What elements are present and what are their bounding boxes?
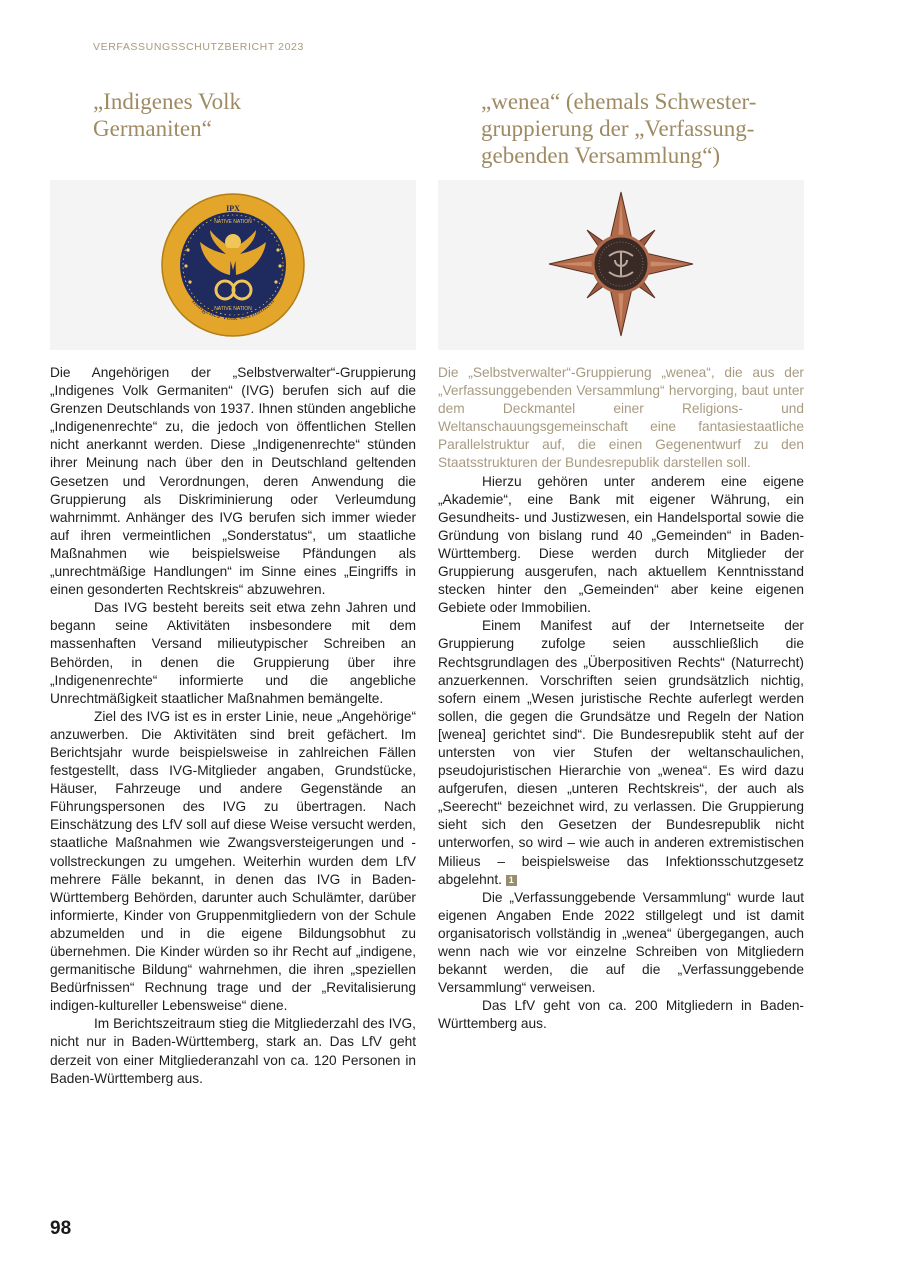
paragraph-text: Einem Manifest auf der Internetseite der Gruppierung zufolge seien ausschließlich die Rechtsgrundlagen des „Überpositiven Rechts“ (Naturrecht) anzuerkennen. Vorschriften seien grundsätzlich nichtig, sofern einem „Wesen juristische Rechte auferlegt werden sollen, die gegen die Grundsätze und Regeln der Nation [wenea] gerichtet sind“. Die Bundesrepublik steht auf der untersten von vier Stufen der weltanschaulichen, pseudojuristischen Hierarchie von „wenea“. Es wird dazu aufgerufen, diesen „unteren Rechtskreis“, der auch als „Seerecht“ bezeichnet wird, zu verlassen. Die Gruppierung sieht sich den Gesetzen der Bundesrepublik nicht unterworfen, so wird – wie auch in anderen extremistischen Milieus – beispielsweise das Infektionsschutzgesetz abgelehnt.	[438, 618, 804, 887]
running-header: VERFASSUNGSSCHUTZBERICHT 2023	[93, 41, 304, 53]
body-paragraph: Das LfV geht von ca. 200 Mitgliedern in Baden-Württemberg aus.	[438, 998, 804, 1032]
body-paragraph: Ziel des IVG ist es in erster Linie, neue „Angehörige“ anzuwerben. Die Aktivitäten sind breit gefächert. Im Berichtsjahr wurde beispielsweise in zahlreichen Fällen festgestellt, dass IVG-Mitglieder angaben, Grundstücke, Häuser, Fahrzeuge und andere Gegenstände an Führungspersonen des IVG zu übertragen. Nach Einschätzung des LfV soll auf diese Weise versucht werden, staatliche Maßnahmen wie Zwangsversteigerungen und -vollstreckungen zu umgehen. Weiterhin wurden dem LfV mehrere Fälle bekannt, in denen das IVG in Baden-Württemberg Behörden, darunter auch Schulämter, darüber informierte, Kinder von Gruppenmitgliedern von der Schule abzumelden und in die eigene Bildungsobhut zu übernehmen. Die Kinder würden so ihr Recht auf „indigene, germanitische Bildung“ wahrnehmen, die ihren „speziellen Bedürfnissen“ Rechnung trage und der „Revitalisierung indigen-kultureller Lebensweise“ diene.	[50, 708, 416, 1014]
heading-line: „Indigenes Volk	[93, 89, 241, 114]
emblem-text-top: IPX	[226, 204, 240, 213]
heading-line: gebenden Versammlung“)	[481, 143, 721, 168]
ivg-emblem-icon	[50, 180, 416, 350]
wenea-text-column	[438, 364, 804, 1033]
heading-line: gruppierung der „Verfassung-	[481, 116, 755, 141]
ivg-text-column	[50, 364, 416, 1088]
reference-marker[interactable]: 1	[506, 875, 517, 886]
body-paragraph: Das IVG besteht bereits seit etwa zehn Jahren und begann seine Aktivitäten insbesondere mit dem massenhaften Versand milieutypischer Schreiben an Behörden, in denen die Gruppierung über ihre „Indigenenrechte“ informierte und die angebliche Unrechtmäßigkeit staatlicher Maßnahmen bemängelte.	[50, 600, 416, 706]
body-paragraph: Die Angehörigen der „Selbstverwalter“-Gruppierung „Indigenes Volk Germaniten“ (IVG) berufen sich auf die Grenzen Deutschlands von 1937. Ihnen stünden angebliche „Indigenenrechte“ zu, die jedoch von öffentlichen Stellen nicht anerkannt werden. Diese „Indigenenrechte“ stünden ihrer Meinung nach über den in Deutschland geltenden Gesetzen und Verordnungen, deren Anwendung die Gruppierung als Diskriminierung oder Verleumdung wahrnimmt. Anhänger des IVG berufen sich immer wieder auf ihren vermeintlichen „Sonderstatus“, um staatliche Maßnahmen wie beispielsweise Pfändungen als „unrechtmäßige Handlungen“ im Sinne eines „Eingriffs in einen gesonderten Rechtskreis“ abzuwehren.	[50, 365, 416, 598]
heading-line: Germaniten“	[93, 116, 212, 141]
intro-paragraph: Die „Selbstverwalter“-Gruppierung „wenea“, die aus der „Verfassunggebenden Versammlung“ hervorging, baut unter dem Deckmantel einer Religions- und Weltanschauungsgemeinschaft eine fantasiestaatliche Parallelstruktur auf, die einen Gegenentwurf zu den Staatsstrukturen der Bundesrepublik darstellen soll.	[438, 365, 804, 471]
body-paragraph	[438, 617, 804, 888]
heading-line: „wenea“ (ehemals Schwester-	[481, 89, 757, 114]
emblem-text-native: NATIVE NATION	[214, 219, 252, 225]
body-paragraph: Die „Verfassunggebende Versammlung“ wurde laut eigenen Angaben Ende 2022 stillgelegt und ist damit organisatorisch vollständig in „wenea“ übergegangen, auch wenn nach wie vor einzelne Schreiben von Mitgliedern bekannt werden, die auf die „Verfassunggebende Versammlung“ verweisen.	[438, 889, 804, 996]
body-paragraph: Hierzu gehören unter anderem eine eigene „Akademie“, eine Bank mit eigener Währung, ein Gesundheits- und Justizwesen, ein Handelsportal sowie die Gründung von bislang rund 40 „Gemeinden“ in Baden-Württemberg. Diese werden durch Mitglieder der Gruppierung ausgerufen, nach aktuellem Kenntnisstand stecken hinter den „Gemeinden“ aber keine eigenen Gebiete oder Immobilien.	[438, 473, 804, 616]
body-paragraph: Im Berichtszeitraum stieg die Mitgliederzahl des IVG, nicht nur in Baden-Württemberg, stark an. Das LfV geht derzeit von einer Mitgliederanzahl von ca. 120 Personen in Baden-Württemberg aus.	[50, 1016, 416, 1086]
wenea-emblem-figure	[438, 180, 804, 350]
section-heading-ivg	[93, 88, 423, 142]
wenea-star-emblem-icon	[438, 180, 804, 350]
page-number: 98	[50, 1218, 72, 1239]
emblem-text-bottom: NATIVE NATION	[214, 306, 252, 312]
section-heading-wenea	[481, 88, 811, 169]
ivg-emblem-figure	[50, 180, 416, 350]
emblem-ring-text-path: Indigenes Volk Germaniten	[190, 295, 276, 323]
